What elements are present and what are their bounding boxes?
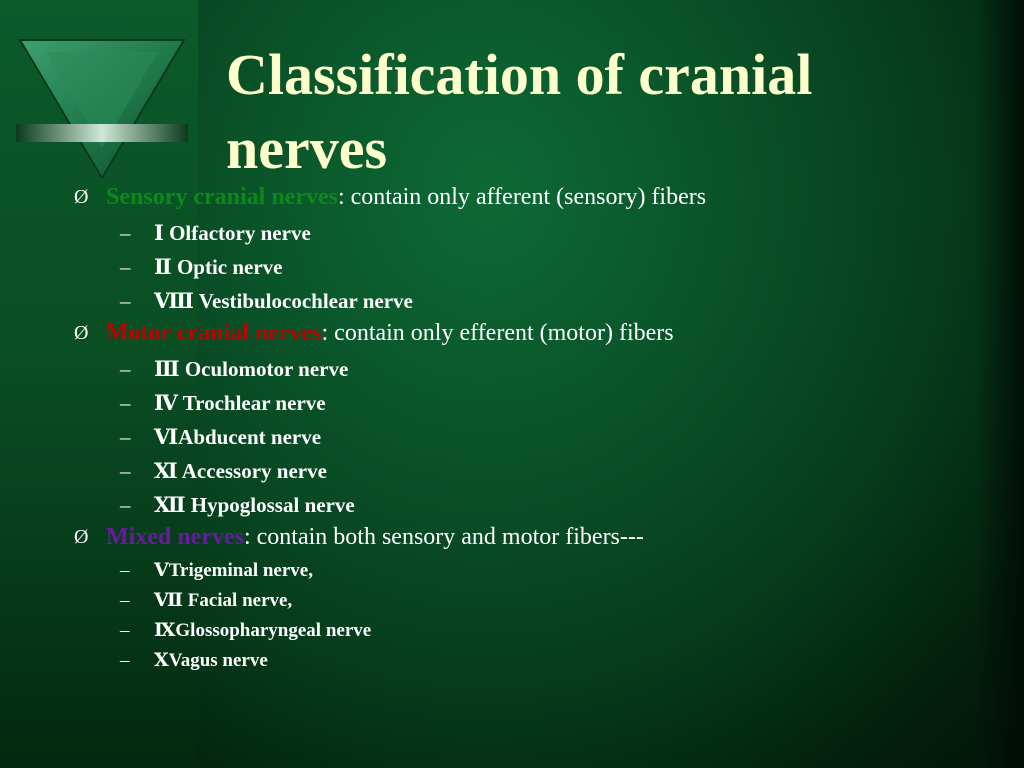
nerve-item <box>74 284 974 318</box>
dash-icon: – <box>120 289 131 313</box>
category-bullet <box>74 182 974 212</box>
nerve-item <box>74 646 974 676</box>
nerve-item <box>74 454 974 488</box>
nerve-name: Ⅰ Olfactory nerve <box>154 221 311 245</box>
slide-title: Classification of cranial nerves <box>226 42 813 181</box>
nerve-name: Ⅻ Hypoglossal nerve <box>154 493 355 517</box>
nerve-item <box>74 386 974 420</box>
dash-icon: – <box>120 560 130 581</box>
category-description: : contain only afferent (sensory) fibers <box>337 184 707 210</box>
triangle-logo-icon <box>16 38 188 178</box>
nerve-name: Ⅱ Optic nerve <box>154 255 283 279</box>
nerve-item <box>74 420 974 454</box>
nerve-name: ⅥAbducent nerve <box>154 425 322 449</box>
category-name: Motor cranial nerves <box>106 320 322 346</box>
dash-icon: – <box>120 391 131 415</box>
nerve-name: ⅤTrigeminal nerve, <box>154 560 313 581</box>
category-name: Sensory cranial nerves <box>106 184 338 210</box>
category-bullet <box>74 318 974 348</box>
dash-icon: – <box>120 620 130 641</box>
dash-icon: – <box>120 590 130 611</box>
nerve-name: ⅨGlossopharyngeal nerve <box>154 620 372 641</box>
category-description: : contain both sensory and motor fibers--- <box>243 524 644 550</box>
nerve-item <box>74 616 974 646</box>
dash-icon: – <box>120 650 130 671</box>
dash-icon: – <box>120 221 131 245</box>
dash-icon: – <box>120 459 131 483</box>
nerve-item <box>74 216 974 250</box>
bullet-arrow-icon: Ø <box>74 322 89 344</box>
bullet-arrow-icon: Ø <box>74 186 89 208</box>
nerve-item <box>74 586 974 616</box>
nerve-item <box>74 352 974 386</box>
category-name: Mixed nerves <box>106 524 244 550</box>
nerve-item <box>74 488 974 522</box>
nerve-item <box>74 250 974 284</box>
nerve-name: Ⅷ Vestibulocochlear nerve <box>154 289 413 313</box>
nerve-name: Ⅺ Accessory nerve <box>154 459 327 483</box>
bullet-list <box>74 182 974 676</box>
nerve-name: Ⅲ Oculomotor nerve <box>154 357 349 381</box>
nerve-item <box>74 556 974 586</box>
nerve-name: Ⅶ Facial nerve, <box>154 590 293 611</box>
nerve-name: Ⅳ Trochlear nerve <box>154 391 326 415</box>
dash-icon: – <box>120 357 131 381</box>
category-bullet <box>74 522 974 552</box>
dash-icon: – <box>120 255 131 279</box>
nerve-name: ⅩVagus nerve <box>154 650 268 671</box>
bullet-arrow-icon: Ø <box>74 526 89 548</box>
dash-icon: – <box>120 425 131 449</box>
category-description: : contain only efferent (motor) fibers <box>321 320 674 346</box>
dash-icon: – <box>120 493 131 517</box>
